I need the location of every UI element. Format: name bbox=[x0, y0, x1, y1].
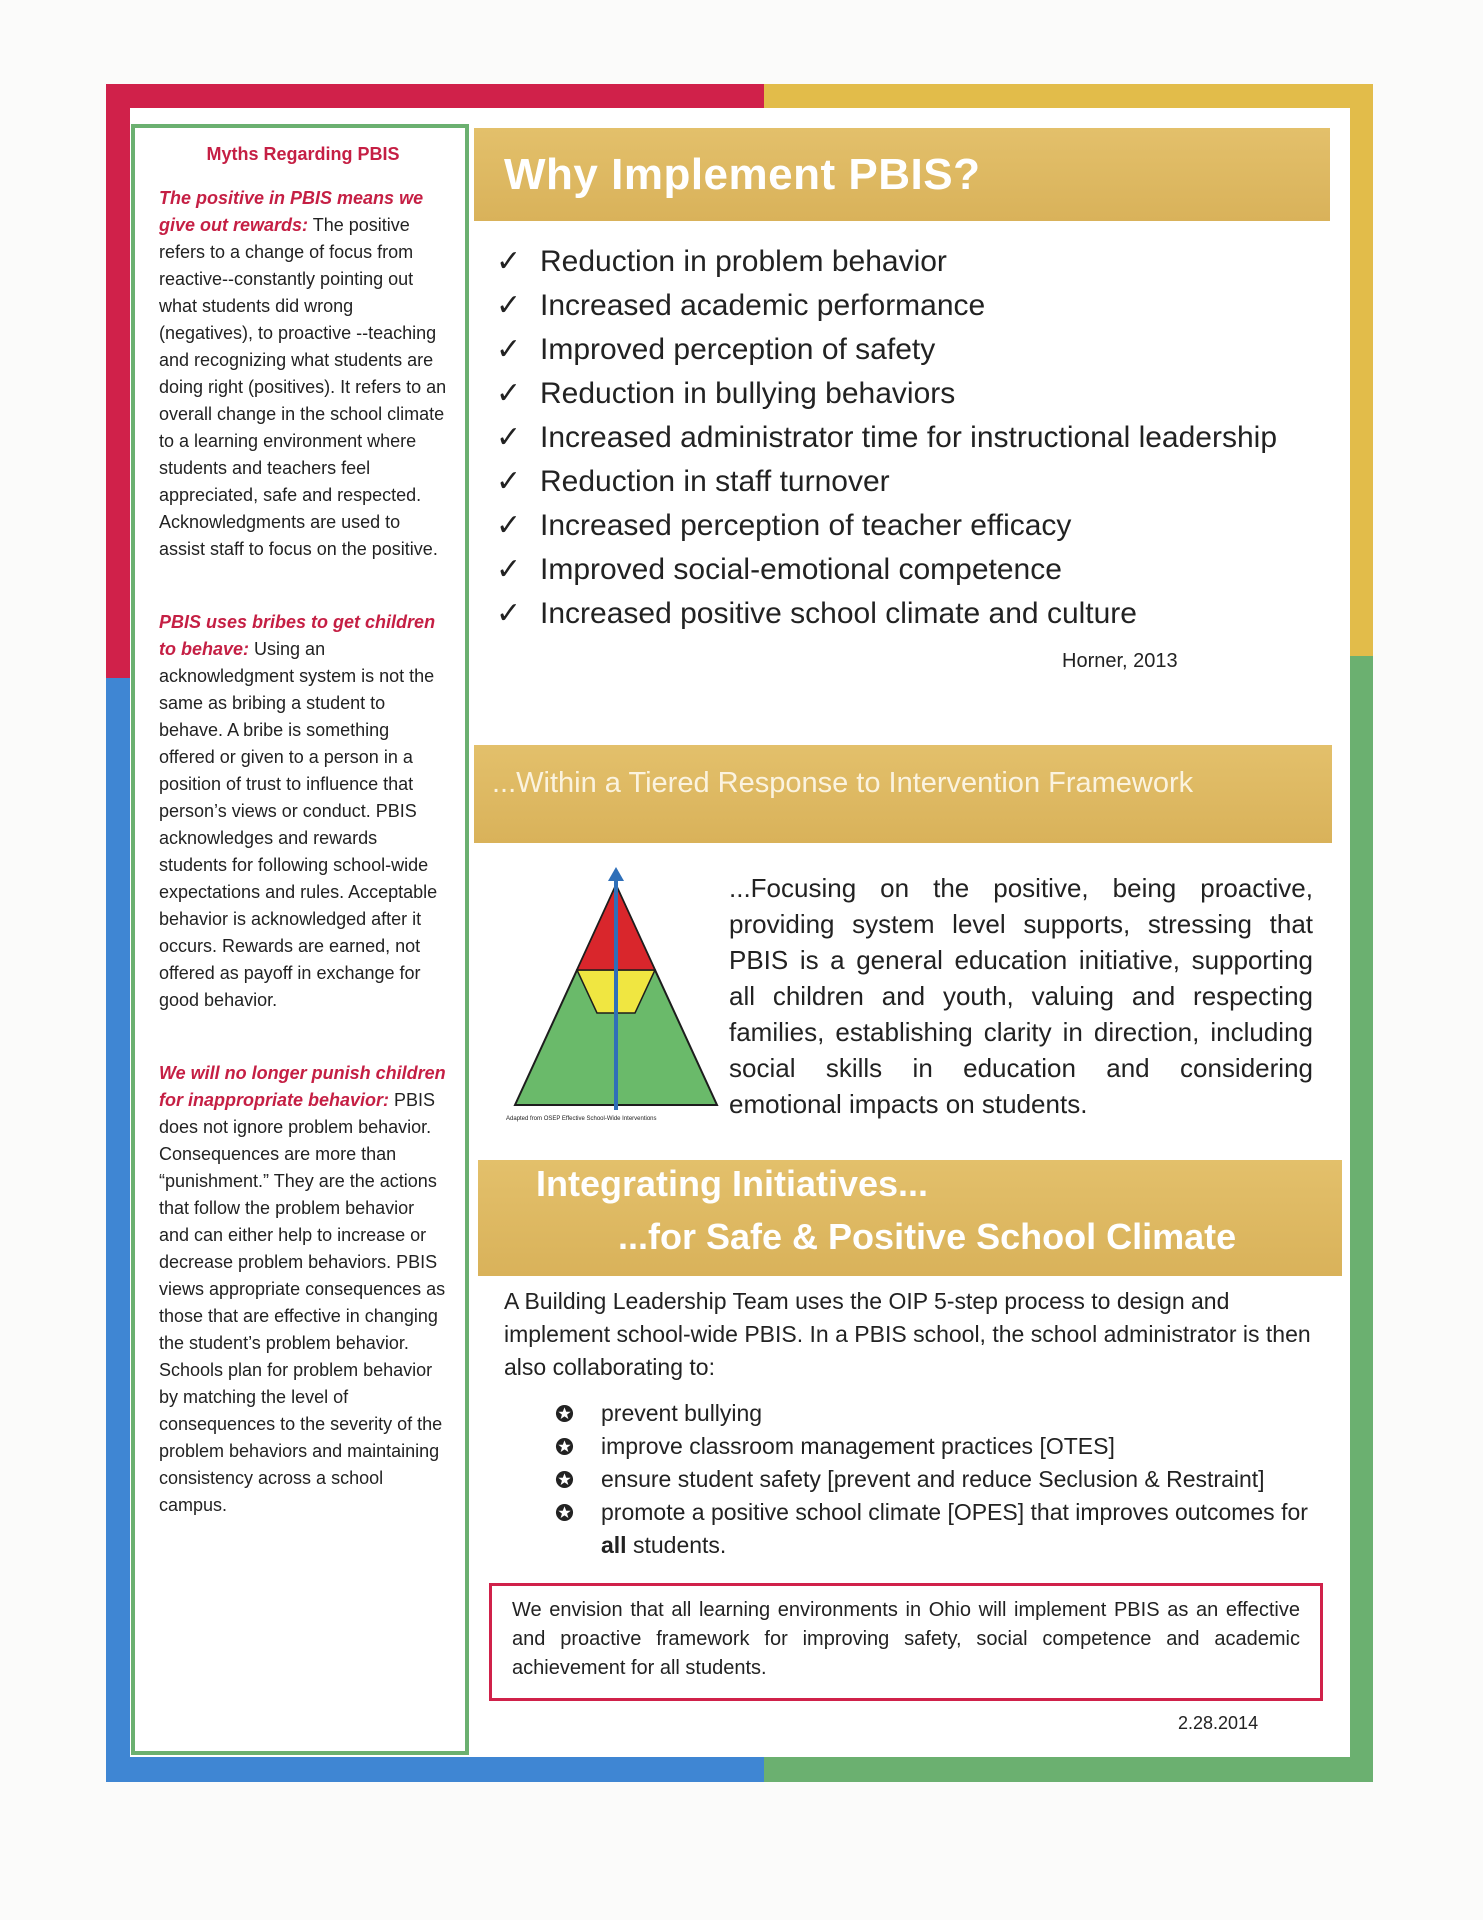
checklist-item: ✓ Increased administrator time for instructional leadership bbox=[496, 416, 1346, 460]
header-line-1: Integrating Initiatives... bbox=[536, 1163, 929, 1204]
checklist-item: ✓ Increased academic performance bbox=[496, 284, 1346, 328]
star-bullet-icon bbox=[555, 1503, 574, 1522]
checklist-item: ✓ Improved perception of safety bbox=[496, 328, 1346, 372]
frame-left-red-bar bbox=[106, 84, 130, 678]
frame-right-gold-bar bbox=[1350, 84, 1373, 656]
list-item: prevent bullying bbox=[555, 1397, 1335, 1430]
checklist-item: ✓ Reduction in staff turnover bbox=[496, 460, 1346, 504]
list-item: ensure student safety [prevent and reduce Seclusion & Restraint] bbox=[555, 1463, 1335, 1496]
myth-heading: The positive in PBIS means we give out rewards: bbox=[159, 188, 424, 235]
checklist-item: ✓ Improved social-emotional competence bbox=[496, 548, 1346, 592]
myth-body: Using an acknowledgment system is not the same as bribing a student to behave. A bribe is something offered or given to a person in a position of trust to influence that person’s views or conduct. PBIS acknowledges and rewards students for following school-wide expectations and rules. Acceptable behavior is acknowledged after it occurs. Rewards are earned, not offered as payoff in exchange for good behavior. bbox=[159, 639, 438, 1010]
document-date: 2.28.2014 bbox=[1178, 1713, 1259, 1733]
myth-body: The positive refers to a change of focus from reactive--constantly pointing out what students did wrong (negatives), to proactive --teaching and recognizing what students are doing right (positives). It refers to an overall change in the school climate to a learning environment where students and teachers feel appreciated, safe and respected. Acknowledgments are used to assist staff to focus on the positive. bbox=[159, 215, 447, 559]
tiered-framework-header: ...Within a Tiered Response to Intervention Framework bbox=[474, 745, 1332, 843]
integrating-intro: A Building Leadership Team uses the OIP 5-step process to design and implement school-wide PBIS. In a PBIS school, the school administrator is then also collaborating to: bbox=[504, 1288, 1311, 1380]
frame-right-green-bar bbox=[1350, 656, 1373, 1782]
checkmark-icon: ✓ bbox=[496, 333, 522, 366]
collaboration-list bbox=[555, 1397, 1335, 1562]
checklist-item: ✓ Increased perception of teacher efficacy bbox=[496, 504, 1346, 548]
myth-item bbox=[159, 1060, 447, 1519]
star-bullet-icon bbox=[555, 1404, 574, 1423]
frame-bottom-blue-bar bbox=[106, 1757, 764, 1782]
checklist-item: ✓ Reduction in problem behavior bbox=[496, 240, 1346, 284]
checkmark-icon: ✓ bbox=[496, 465, 522, 498]
frame-bottom-green-bar bbox=[764, 1757, 1373, 1782]
tiered-pyramid-diagram bbox=[505, 865, 727, 1115]
checkmark-icon: ✓ bbox=[496, 421, 522, 454]
why-implement-header: Why Implement PBIS? bbox=[474, 128, 1330, 221]
checkmark-icon: ✓ bbox=[496, 377, 522, 410]
myth-body: PBIS does not ignore problem behavior. Consequences are more than “punishment.” They are the actions that follow the problem behavior and can either help to increase or decrease problem behaviors. PBIS views appropriate consequences as those that are effective in changing the student’s problem behavior. Schools plan for problem behavior by matching the level of consequences to the severity of the problem behaviors and maintaining consistency across a school campus. bbox=[159, 1090, 446, 1515]
checkmark-icon: ✓ bbox=[496, 553, 522, 586]
star-bullet-icon bbox=[555, 1437, 574, 1456]
header-line-2: ...for Safe & Positive School Climate bbox=[618, 1216, 1237, 1257]
benefits-checklist bbox=[496, 240, 1346, 636]
vision-statement-box: We envision that all learning environments in Ohio will implement PBIS as an effective and proactive framework for improving safety, social competence and academic achievement for all students. bbox=[489, 1583, 1323, 1701]
frame-top-red-bar bbox=[106, 84, 764, 108]
checkmark-icon: ✓ bbox=[496, 289, 522, 322]
pyramid-caption: Adapted from OSEP Effective School-Wide Interventions bbox=[506, 1116, 657, 1122]
list-item: improve classroom management practices [OTES] bbox=[555, 1430, 1335, 1463]
integrating-initiatives-header bbox=[478, 1160, 1342, 1276]
checklist-item: ✓ Reduction in bullying behaviors bbox=[496, 372, 1346, 416]
myths-sidebar bbox=[131, 124, 469, 1755]
star-bullet-icon bbox=[555, 1470, 574, 1489]
checkmark-icon: ✓ bbox=[496, 597, 522, 630]
sidebar-title: Myths Regarding PBIS bbox=[206, 144, 400, 164]
pyramid-arrowhead-icon bbox=[608, 867, 624, 881]
checkmark-icon: ✓ bbox=[496, 245, 522, 278]
checkmark-icon: ✓ bbox=[496, 509, 522, 542]
frame-top-gold-bar bbox=[764, 84, 1373, 108]
myth-heading: PBIS uses bribes to get children to behave: bbox=[159, 612, 436, 659]
focus-paragraph: ...Focusing on the positive, being proactive, providing system level supports, stressing that PBIS is a general education initiative, supporting all children and youth, valuing and respecting families, establishing clarity in direction, including social skills in education and considering emotional impacts on students. bbox=[729, 873, 1313, 1119]
citation: Horner, 2013 bbox=[1062, 650, 1178, 672]
myth-heading: We will no longer punish children for inappropriate behavior: bbox=[159, 1063, 446, 1110]
checklist-item: ✓ Increased positive school climate and culture bbox=[496, 592, 1346, 636]
myth-item bbox=[159, 185, 447, 563]
frame-left-blue-bar bbox=[106, 678, 130, 1782]
list-item: promote a positive school climate [OPES] that improves outcomes for all students. bbox=[555, 1496, 1335, 1562]
myth-item bbox=[159, 609, 447, 1014]
